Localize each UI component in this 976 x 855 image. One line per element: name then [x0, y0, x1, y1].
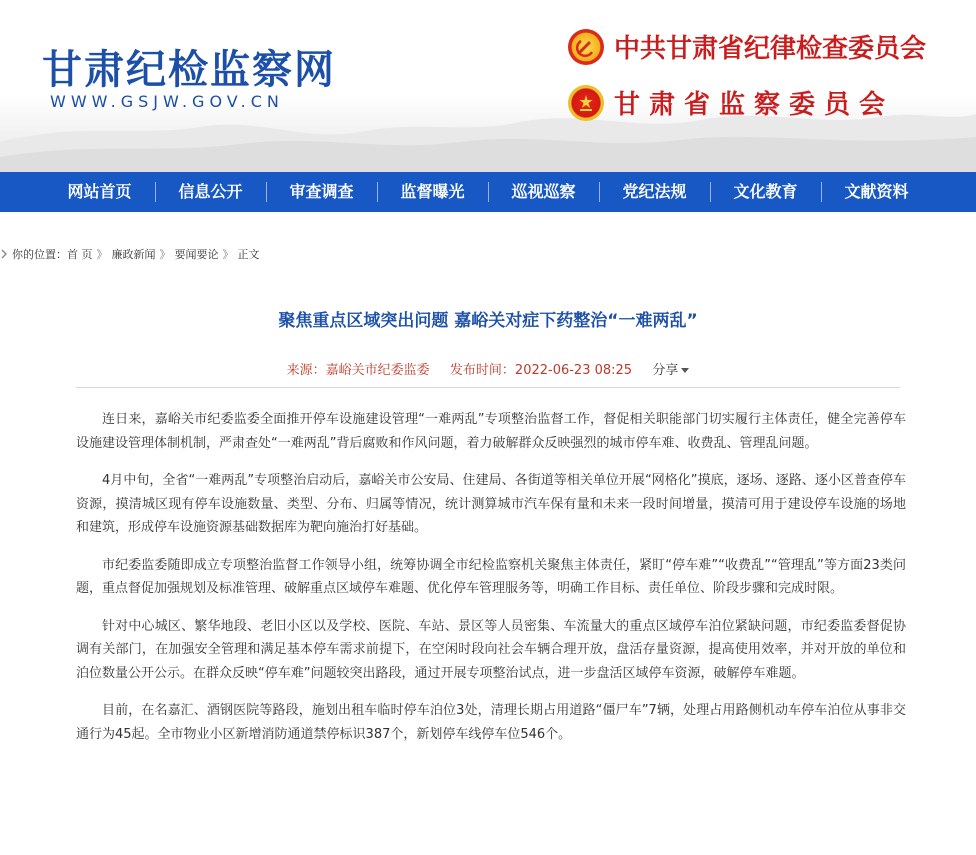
breadcrumb-separator: 》: [159, 248, 171, 261]
breadcrumb-prefix: 你的位置：: [12, 248, 67, 261]
site-title[interactable]: 甘肃纪检监察网: [42, 46, 336, 93]
article-paragraph: 针对中心城区、繁华地段、老旧小区以及学校、医院、车站、景区等人员密集、车流量大的重点区域停车泊位紧缺问题，市纪委监委督促协调有关部门，在加强安全管理和满足基本停车需求前提下，在空闲时段向社会车辆合理开放，盘活存量资源，提高使用效率，并对开放的单位和泊位数量公开公示。在群众反映“停车难”问题较突出路段，通过开展专项整治试点，进一步盘活区域停车资源，破解停车难题。: [76, 618, 906, 681]
article-meta: [0, 359, 976, 378]
breadcrumb-home[interactable]: 首 页: [67, 248, 93, 261]
article-body: [76, 408, 906, 760]
nav-regulations[interactable]: 党纪法规: [622, 182, 687, 201]
chevron-down-icon: [681, 368, 689, 373]
org-supervision-name: 甘肃省监察委员会: [614, 90, 895, 120]
main-nav: [0, 172, 976, 212]
article-paragraph: 连日来，嘉峪关市纪委监委全面推开停车设施建设管理“一难两乱”专项整治监督工作，督促相关职能部门切实履行主体责任，健全完善停车设施建设管理体制机制，严肃查处“一难两乱”背后腐败和作风问题，着力破解群众反映强烈的城市停车难、收费乱、管理乱问题。: [76, 412, 906, 451]
article-publish-time: 发布时间：2022-06-23 08:25: [449, 363, 633, 378]
nav-culture-education[interactable]: 文化教育: [733, 182, 798, 201]
breadcrumb-separator: 》: [96, 248, 108, 261]
site-url: WWW.GSJW.GOV.CN: [50, 92, 284, 111]
article-paragraph: 市纪委监委随即成立专项整治监督工作领导小组，统筹协调全市纪检监察机关聚焦主体责任，紧盯“停车难”“收费乱”“管理乱”等方面23类问题，重点督促加强规划及标准管理、破解重点区域停车难题、优化停车管理服务等，明确工作目标、责任单位、阶段步骤和完成时限。: [76, 557, 906, 596]
breadcrumb-headlines[interactable]: 要闻要论: [174, 248, 219, 261]
location-icon: [0, 249, 8, 259]
nav-inspection[interactable]: 巡视巡察: [511, 182, 576, 201]
breadcrumb: [0, 244, 260, 264]
org-cpc-name: 中共甘肃省纪律检查委员会: [614, 34, 927, 64]
article-source: 来源：嘉峪关市纪委监委: [286, 363, 430, 378]
article-paragraph: 4月中旬，全省“一难两乱”专项整治启动后，嘉峪关市公安局、住建局、各街道等相关单位开展“网格化”摸底，逐场、逐路、逐小区普查停车资源，摸清城区现有停车设施数量、类型、分布、归属等情况，统计测算城市汽车保有量和未来一段时间增量，摸清可用于建设停车设施的场地和建筑，形成停车设施资源基础数据库为靶向施治打好基础。: [76, 473, 906, 535]
article-title: 聚焦重点区域突出问题 嘉峪关对症下药整治“一难两乱”: [278, 311, 698, 331]
party-emblem-icon: [568, 29, 604, 65]
meta-divider: [76, 387, 900, 388]
share-label: 分享: [652, 363, 679, 378]
nav-info-disclosure[interactable]: 信息公开: [178, 182, 243, 201]
nav-exposure[interactable]: 监督曝光: [400, 182, 465, 201]
nav-documents[interactable]: 文献资料: [844, 182, 909, 201]
national-emblem-icon: [568, 85, 604, 121]
breadcrumb-current: 正文: [237, 248, 260, 261]
nav-home[interactable]: 网站首页: [67, 182, 132, 201]
article-paragraph: 目前，在名嘉汇、酒钢医院等路段，施划出租车临时停车泊位3处，清理长期占用道路“僵尸车”7辆，处理占用路侧机动车停车泊位从事非交通行为45起。全市物业小区新增消防通道禁停标识387个，新划停车线停车位546个。: [76, 703, 906, 742]
site-header: [0, 0, 976, 172]
share-button[interactable]: [652, 363, 689, 378]
breadcrumb-news[interactable]: 廉政新闻: [111, 248, 156, 261]
org-cpc-commission: [568, 28, 926, 65]
nav-investigation[interactable]: 审查调查: [289, 182, 354, 201]
org-supervision-commission: [568, 84, 894, 121]
breadcrumb-separator: 》: [222, 248, 234, 261]
